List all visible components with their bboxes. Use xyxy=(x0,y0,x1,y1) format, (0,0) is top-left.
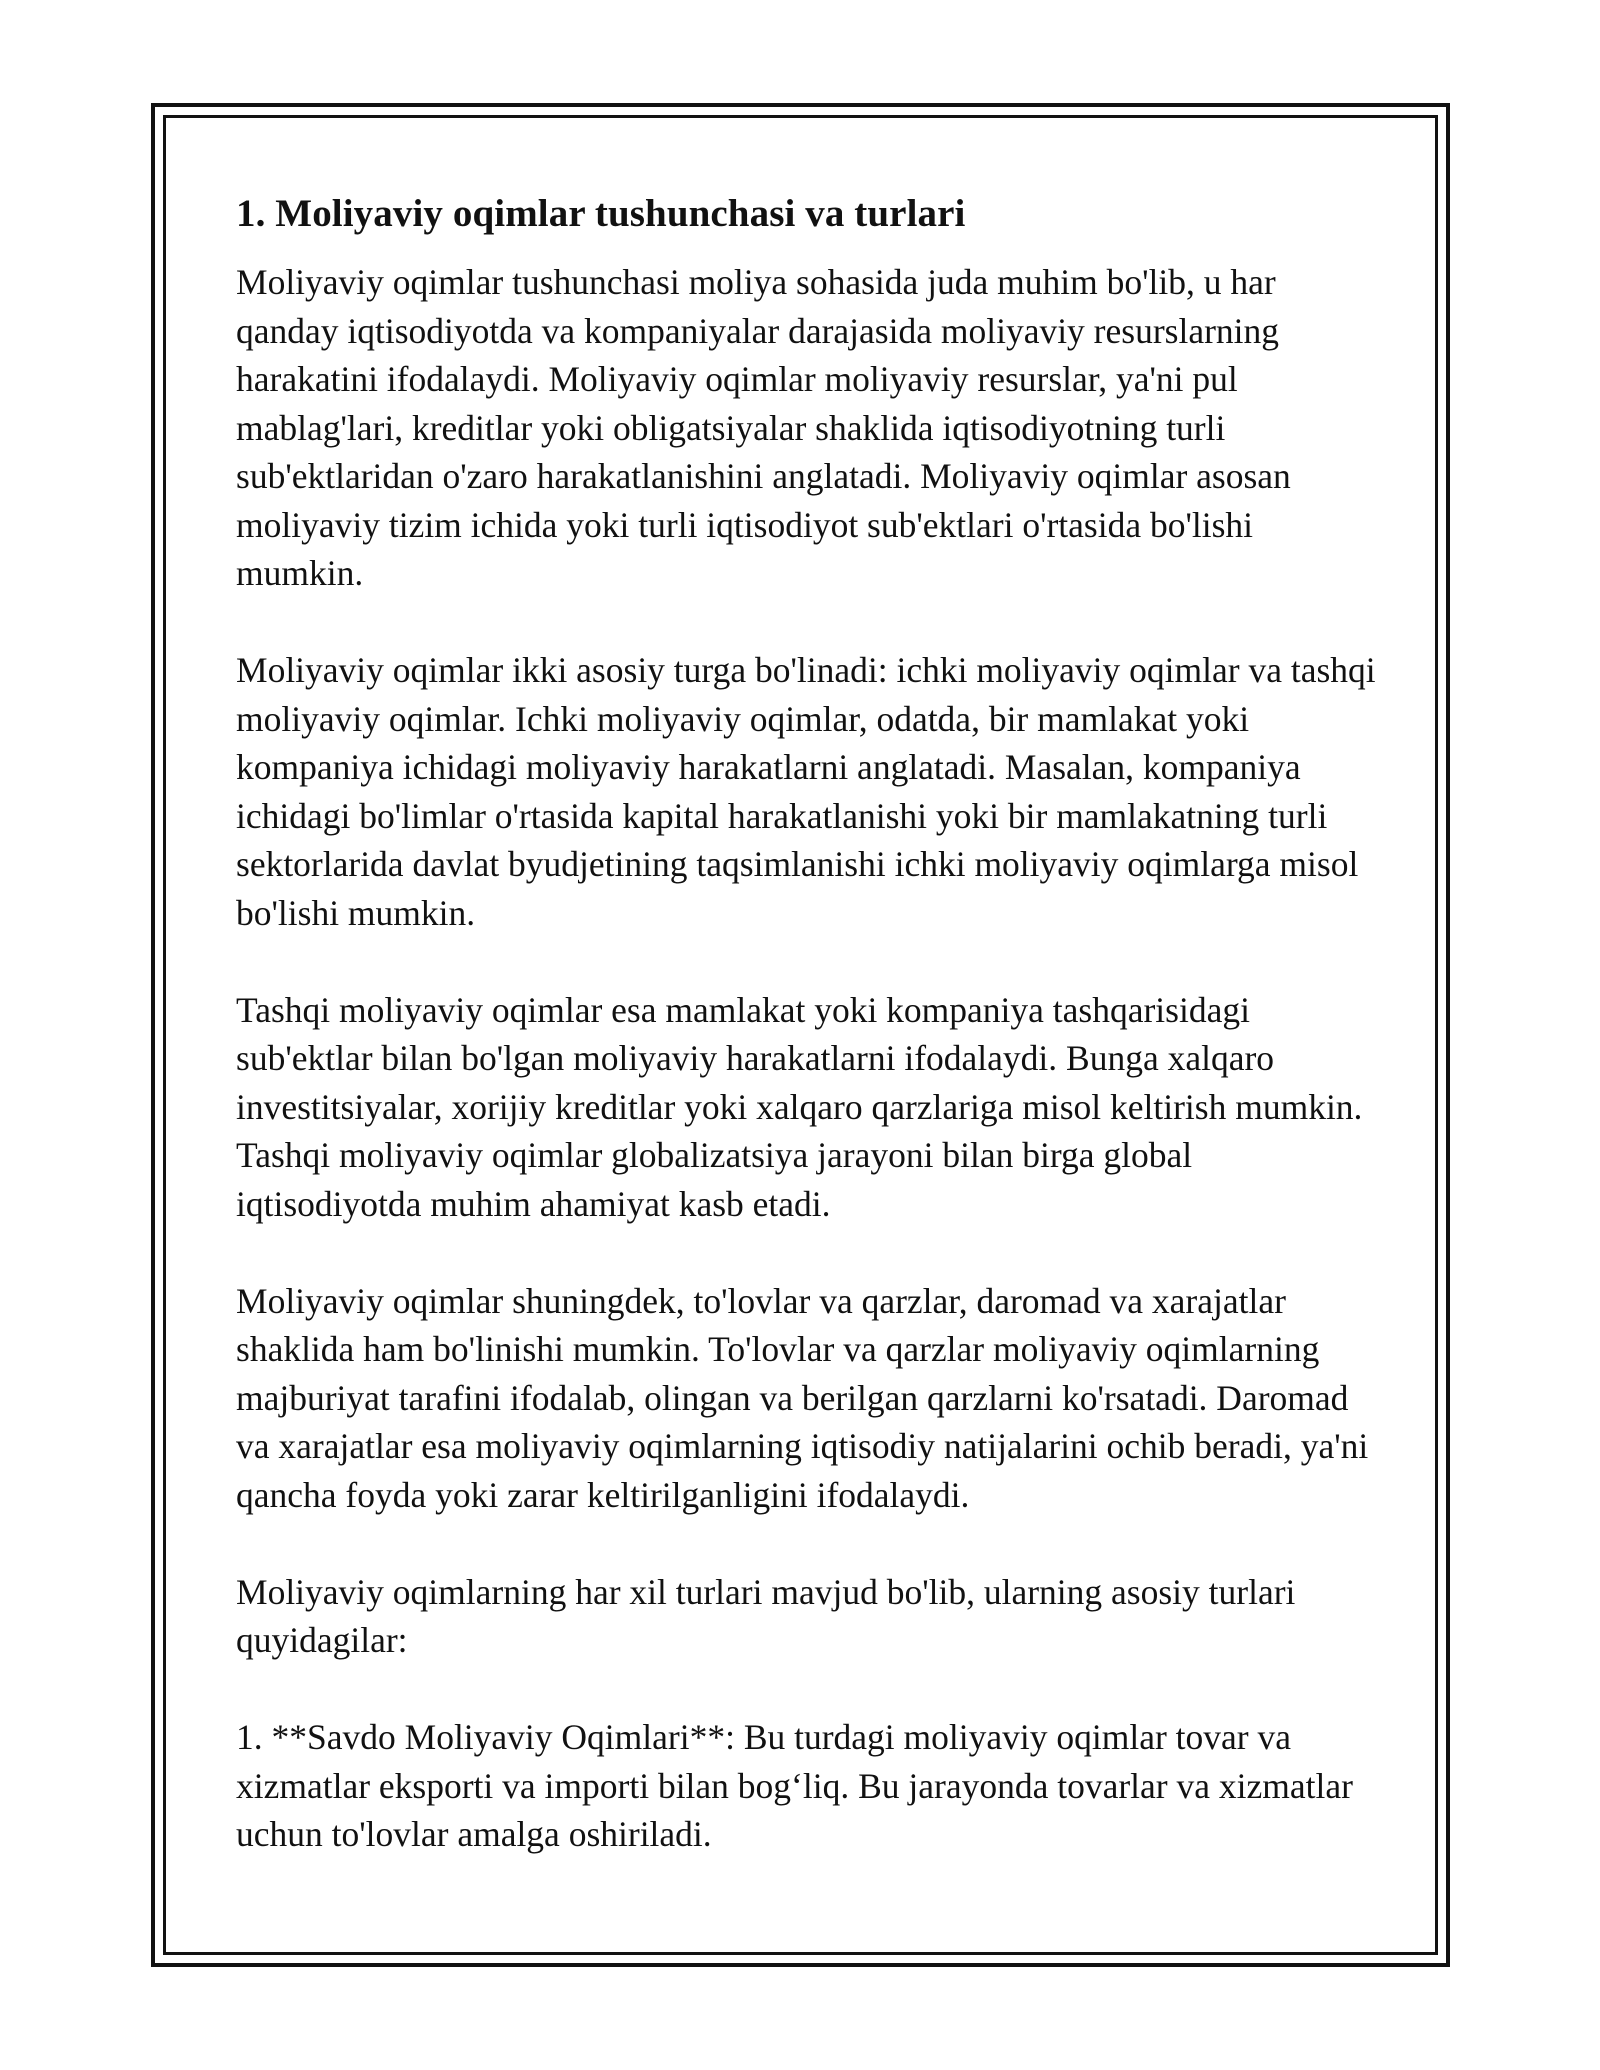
paragraph-definition: Moliyaviy oqimlar tushunchasi moliya sohasida juda muhim bo'lib, u har qanday iqtisodiyotda va kompaniyalar darajasida moliyaviy resurslarning harakatini ifodalaydi. Moliyaviy oqimlar moliyaviy resurslar, ya'ni pul mablag'lari, kreditlar yoki obligatsiyalar shaklida iqtisodiyotning turli sub'ektlaridan o'zaro harakatlanishini anglatadi. Moliyaviy oqimlar asosan moliyaviy tizim ichida yoki turli iqtisodiyot sub'ektlari o'rtasida bo'lishi mumkin. xyxy=(236,262,1291,593)
paragraph-external-flows: Tashqi moliyaviy oqimlar esa mamlakat yoki kompaniya tashqarisidagi sub'ektlar bilan bo'lgan moliyaviy harakatlarni ifodalaydi. Bunga xalqaro investitsiyalar, xorijiy kreditlar yoki xalqaro qarzlariga misol keltirish mumkin. Tashqi moliyaviy oqimlar globalizatsiya jarayoni bilan birga global iqtisodiyotda muhim ahamiyat kasb etadi. xyxy=(236,989,1363,1224)
paragraph-payments-income: Moliyaviy oqimlar shuningdek, to'lovlar va qarzlar, daromad va xarajatlar shaklida ham bo'linishi mumkin. To'lovlar va qarzlar moliyaviy oqimlarning majburiyat tarafini ifodalab, olingan va berilgan qarzlarni ko'rsatadi. Daromad va xarajatlar esa moliyaviy oqimlarning iqtisodiy natijalarini ochib beradi, ya'ni qancha foyda yoki zarar keltirilganligini ifodalaydi. xyxy=(236,1280,1369,1515)
section-heading: 1. Moliyaviy oqimlar tushunchasi va turlari xyxy=(236,192,966,235)
paragraph-types-intro: Moliyaviy oqimlarning har xil turlari mavjud bo'lib, ularning asosiy turlari quyidagilar: xyxy=(236,1571,1296,1660)
paragraph-internal-external: Moliyaviy oqimlar ikki asosiy turga bo'linadi: ichki moliyaviy oqimlar va tashqi moliyaviy oqimlar. Ichki moliyaviy oqimlar, odatda, bir mamlakat yoki kompaniya ichidagi moliyaviy harakatlarni anglatadi. Masalan, kompaniya ichidagi bo'limlar o'rtasida kapital harakatlanishi yoki bir mamlakatning turli sektorlarida davlat byudjetining taqsimlanishi ichki moliyaviy oqimlarga misol bo'lishi mumkin. xyxy=(236,650,1376,933)
list-item-trade-flows: 1. **Savdo Moliyaviy Oqimlari**: Bu turdagi moliyaviy oqimlar tovar va xizmatlar eksporti va importi bilan bog‘liq. Bu jarayonda tovarlar va xizmatlar uchun to'lovlar amalga oshiriladi. xyxy=(236,1717,1353,1854)
document-body xyxy=(236,186,1386,1907)
